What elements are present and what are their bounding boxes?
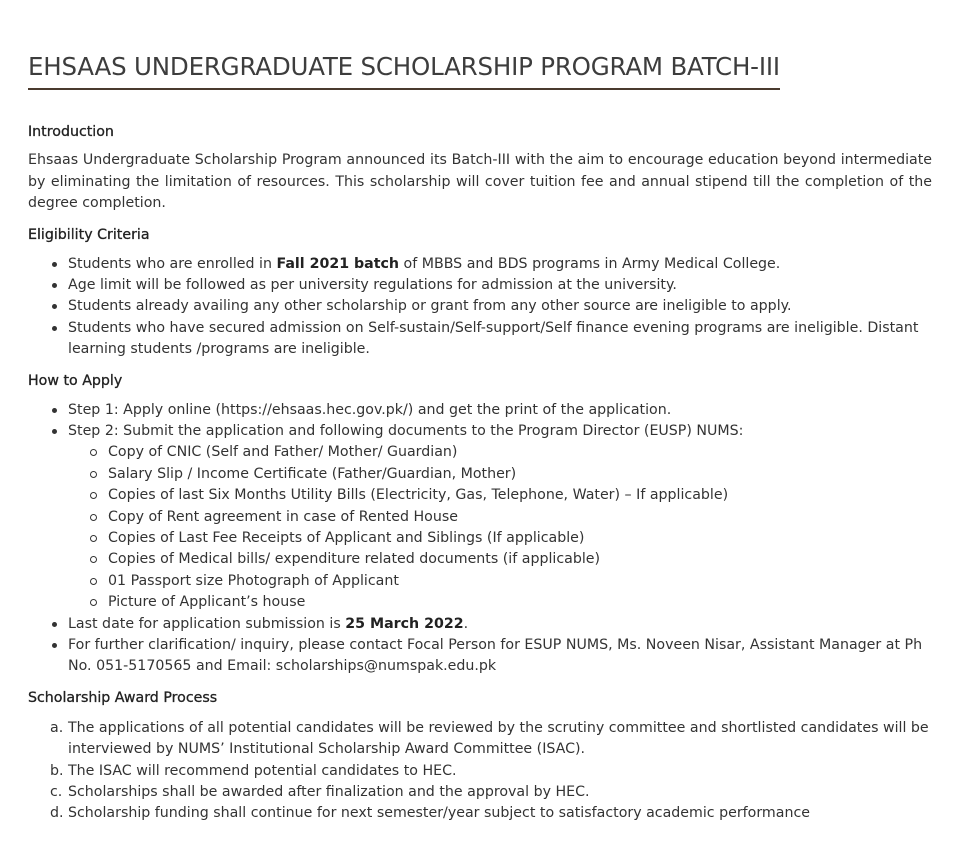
apply-list	[28, 400, 932, 678]
award-step: b. The ISAC will recommend potential candidates to HEC.	[28, 761, 948, 782]
document-item: Copies of Last Fee Receipts of Applicant and Siblings (If applicable)	[68, 528, 948, 549]
award-steps-list	[28, 718, 932, 825]
batch-highlight: Fall 2021 batch	[276, 255, 400, 272]
step-marker: d.	[50, 805, 64, 822]
document-item: Salary Slip / Income Certificate (Father/Guardian, Mother)	[68, 464, 948, 485]
step-marker: b.	[50, 762, 64, 779]
deadline-date: 25 March 2022	[345, 615, 464, 632]
award-step: d. Scholarship funding shall continue for next semester/year subject to satisfactory academic performance	[28, 803, 948, 824]
document-item: Copies of last Six Months Utility Bills (Electricity, Gas, Telephone, Water) – If applicable)	[68, 485, 948, 506]
section-heading-award-process: Scholarship Award Process	[28, 689, 218, 706]
step-marker: c.	[50, 784, 63, 801]
documents-list	[68, 442, 948, 613]
introduction-text: Ehsaas Undergraduate Scholarship Program announced its Batch-III with the aim to encourage education beyond intermediate by eliminating the limitation of resources. This scholarship will cover tuition fee and annual stipend till the completion of the degree completion.	[28, 152, 932, 211]
list-item: Age limit will be followed as per university regulations for admission at the university.	[28, 275, 948, 296]
document-item: Copies of Medical bills/ expenditure related documents (if applicable)	[68, 549, 948, 570]
list-item: Step 2: Submit the application and following documents to the Program Director (EUSP) NUMS: Copy of CNIC (Self and Father/ Mother/ Guardian) Salary Slip / Income Certificate (Father/Guardian, Mother) Copies of last Six Months Utility Bills (Electricity, Gas, Telephone, Water) – If applicable) Copy of Rent agreement in case of Rented House Copies of Last Fee Receipts of Applicant and Siblings (If applicable) Copies of Medical bills/ expenditure related documents (if applicable) 01 Passport size Photograph of Applicant Picture of Applicant’s house	[28, 421, 948, 614]
list-item: Step 1: Apply online (https://ehsaas.hec.gov.pk/) and get the print of the application.	[28, 400, 948, 421]
document-item: Copy of Rent agreement in case of Rented House	[68, 507, 948, 528]
section-heading-introduction: Introduction	[28, 124, 114, 140]
document-item: Copy of CNIC (Self and Father/ Mother/ Guardian)	[68, 442, 948, 463]
document-item: 01 Passport size Photograph of Applicant	[68, 571, 948, 592]
list-item: Students already availing any other scholarship or grant from any other source are ineligible to apply.	[28, 296, 948, 317]
page-title: EHSAAS UNDERGRADUATE SCHOLARSHIP PROGRAM BATCH-III	[28, 50, 780, 90]
list-item: Last date for application submission is 25 March 2022.	[28, 614, 948, 635]
award-step: a. The applications of all potential candidates will be reviewed by the scrutiny committee and shortlisted candidates will be interviewed by NUMS’ Institutional Scholarship Award Committee (ISAC).	[50, 719, 929, 758]
award-step: c. Scholarships shall be awarded after finalization and the approval by HEC.	[28, 782, 948, 803]
section-heading-how-to-apply: How to Apply	[28, 372, 123, 389]
list-item: Students who have secured admission on Self-sustain/Self-support/Self finance evening programs are ineligible. Distant learning students /programs are ineligible.	[28, 318, 948, 361]
list-item: Students who are enrolled in Fall 2021 batch of MBBS and BDS programs in Army Medical College.	[28, 254, 948, 275]
eligibility-list	[28, 254, 932, 361]
document-item: Picture of Applicant’s house	[68, 592, 948, 613]
step-marker: a.	[50, 719, 64, 736]
section-heading-eligibility: Eligibility Criteria	[28, 226, 150, 243]
list-item: For further clarification/ inquiry, please contact Focal Person for ESUP NUMS, Ms. Noveen Nisar, Assistant Manager at Ph No. 051-5170565 and Email: scholarships@numspak.edu.pk	[28, 635, 948, 678]
